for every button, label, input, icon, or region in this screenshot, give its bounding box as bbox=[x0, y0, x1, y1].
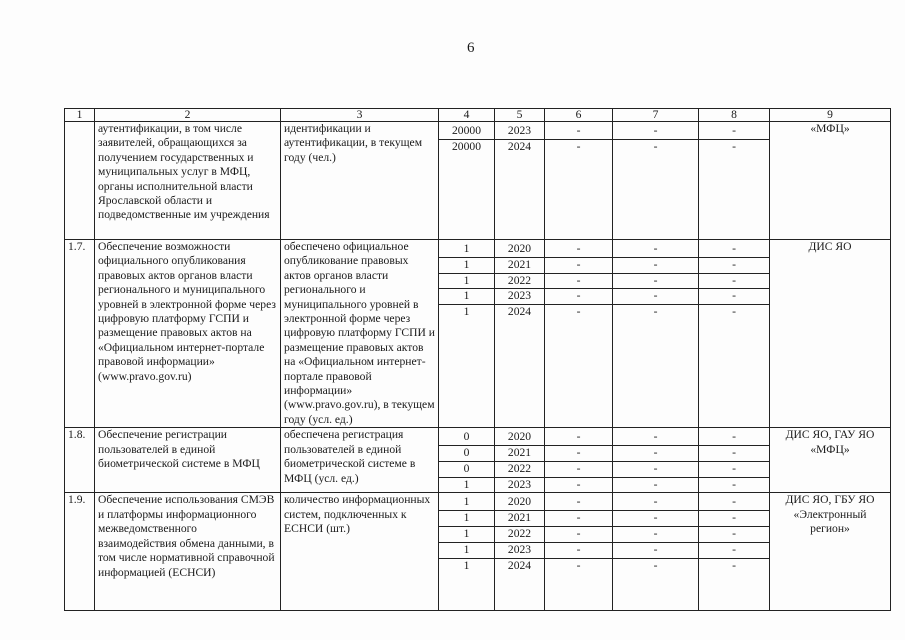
col8-cell bbox=[699, 493, 770, 611]
value-line bbox=[613, 124, 698, 140]
dash-mark: - bbox=[732, 273, 736, 287]
dash-mark: - bbox=[653, 511, 658, 525]
dash-mark: - bbox=[653, 305, 658, 319]
value-line bbox=[545, 305, 612, 320]
col6-cell bbox=[545, 122, 613, 240]
table-row bbox=[65, 122, 891, 240]
year-cell bbox=[495, 428, 545, 493]
value-cell bbox=[439, 428, 495, 493]
value-line bbox=[613, 495, 698, 511]
row-number: 1.9. bbox=[65, 493, 95, 611]
value-line bbox=[545, 274, 612, 290]
value-text: 2024 bbox=[507, 139, 532, 153]
value-line bbox=[699, 289, 769, 305]
value-text: 1 bbox=[463, 289, 470, 303]
dash-mark: - bbox=[576, 305, 581, 319]
table-row bbox=[65, 493, 891, 611]
value-text: 2020 bbox=[507, 495, 532, 509]
col8-cell bbox=[699, 428, 770, 493]
dash-mark: - bbox=[732, 511, 736, 525]
value-line bbox=[439, 543, 494, 559]
value-line bbox=[545, 124, 612, 140]
value-line bbox=[545, 446, 612, 462]
dash-mark: - bbox=[653, 477, 658, 491]
value-text: 2021 bbox=[507, 257, 532, 271]
dash-mark: - bbox=[653, 542, 658, 556]
value-line bbox=[545, 242, 612, 258]
dash-mark: - bbox=[653, 124, 658, 137]
value-text: 2020 bbox=[507, 430, 532, 444]
value-text: 1 bbox=[463, 527, 470, 541]
dash-mark: - bbox=[576, 273, 581, 287]
value-line bbox=[495, 478, 544, 493]
value-text: 1 bbox=[463, 242, 470, 255]
value-line bbox=[439, 446, 494, 462]
header-cell: 6 bbox=[545, 109, 613, 122]
dash-mark: - bbox=[653, 495, 658, 509]
value-text: 2023 bbox=[507, 477, 532, 491]
value-line bbox=[545, 495, 612, 511]
dash-mark: - bbox=[732, 527, 736, 541]
header-cell: 8 bbox=[699, 109, 770, 122]
value-line bbox=[613, 242, 698, 258]
value-line bbox=[613, 527, 698, 543]
value-text: 0 bbox=[463, 461, 470, 475]
dash-mark: - bbox=[732, 477, 736, 491]
executor-cell: ДИС ЯО bbox=[770, 240, 891, 428]
value-line bbox=[439, 511, 494, 527]
value-text: 1 bbox=[463, 495, 470, 509]
dash-mark: - bbox=[732, 305, 736, 319]
value-line bbox=[699, 511, 769, 527]
dash-mark: - bbox=[576, 527, 581, 541]
value-line bbox=[613, 305, 698, 320]
value-line bbox=[495, 289, 544, 305]
value-text: 1 bbox=[463, 477, 470, 491]
value-line bbox=[439, 478, 494, 493]
value-line bbox=[495, 124, 544, 140]
value-line bbox=[699, 305, 769, 320]
event-cell: Обеспечение возможности официального опубликования правовых актов органов власти регионального и муниципального уровней в электронной форме через цифровую платформу ГСПИ и размещение правовых актов на «Официальном интернет-портале правовой информации» (www.pravo.gov.ru) bbox=[95, 240, 281, 428]
value-line bbox=[613, 543, 698, 559]
value-line bbox=[495, 242, 544, 258]
value-line bbox=[439, 527, 494, 543]
value-line bbox=[439, 124, 494, 140]
value-text: 2022 bbox=[507, 461, 532, 475]
value-line bbox=[699, 446, 769, 462]
header-row bbox=[65, 109, 891, 122]
value-line bbox=[495, 495, 544, 511]
header-cell: 7 bbox=[613, 109, 699, 122]
dash-mark: - bbox=[732, 461, 736, 475]
dash-mark: - bbox=[732, 257, 736, 271]
year-cell bbox=[495, 493, 545, 611]
value-line bbox=[495, 140, 544, 155]
table-row bbox=[65, 428, 891, 493]
value-cell bbox=[439, 122, 495, 240]
dash-mark: - bbox=[653, 242, 658, 255]
value-text: 2022 bbox=[507, 527, 532, 541]
row-number bbox=[65, 122, 95, 240]
executor-cell: ДИС ЯО, ГБУ ЯО «Электронный регион» bbox=[770, 493, 891, 611]
page-number: 6 bbox=[467, 40, 475, 56]
dash-mark: - bbox=[732, 446, 736, 460]
value-line bbox=[495, 527, 544, 543]
value-line bbox=[545, 527, 612, 543]
col6-cell bbox=[545, 428, 613, 493]
dash-mark: - bbox=[653, 446, 658, 460]
value-line bbox=[613, 446, 698, 462]
value-text: 2023 bbox=[507, 542, 532, 556]
header-cell: 5 bbox=[495, 109, 545, 122]
value-line bbox=[495, 559, 544, 574]
header-cell: 2 bbox=[95, 109, 281, 122]
table-row bbox=[65, 240, 891, 428]
year-cell bbox=[495, 240, 545, 428]
dash-mark: - bbox=[576, 430, 581, 444]
dash-mark: - bbox=[576, 542, 581, 556]
value-line bbox=[699, 462, 769, 478]
value-text: 20000 bbox=[452, 139, 481, 153]
value-line bbox=[613, 430, 698, 446]
value-line bbox=[545, 511, 612, 527]
dash-mark: - bbox=[732, 430, 736, 444]
indicator-cell: количество информационных систем, подключенных к ЕСНСИ (шт.) bbox=[281, 493, 439, 611]
value-text: 1 bbox=[463, 305, 470, 319]
dash-mark: - bbox=[576, 495, 581, 509]
event-cell: Обеспечение регистрации пользователей в единой биометрической системе в МФЦ bbox=[95, 428, 281, 493]
dash-mark: - bbox=[732, 558, 736, 572]
value-line bbox=[545, 462, 612, 478]
value-line bbox=[699, 124, 769, 140]
indicator-cell: обеспечена регистрация пользователей в единой биометрической системе в МФЦ (усл. ед.) bbox=[281, 428, 439, 493]
value-text: 1 bbox=[463, 257, 470, 271]
value-text: 20000 bbox=[452, 124, 481, 137]
dash-mark: - bbox=[732, 139, 736, 153]
value-line bbox=[699, 478, 769, 493]
value-line bbox=[699, 527, 769, 543]
col7-cell bbox=[613, 122, 699, 240]
value-line bbox=[613, 258, 698, 274]
value-line bbox=[495, 543, 544, 559]
value-line bbox=[495, 446, 544, 462]
value-line bbox=[545, 140, 612, 155]
value-line bbox=[699, 495, 769, 511]
value-line bbox=[439, 462, 494, 478]
value-line bbox=[439, 258, 494, 274]
value-line bbox=[439, 430, 494, 446]
value-text: 0 bbox=[463, 430, 470, 444]
value-text: 2022 bbox=[507, 273, 532, 287]
dash-mark: - bbox=[576, 461, 581, 475]
dash-mark: - bbox=[653, 461, 658, 475]
header-cell: 4 bbox=[439, 109, 495, 122]
dash-mark: - bbox=[576, 558, 581, 572]
value-text: 2021 bbox=[507, 511, 532, 525]
value-text: 2021 bbox=[507, 446, 532, 460]
header-cell: 9 bbox=[770, 109, 891, 122]
value-text: 1 bbox=[463, 542, 470, 556]
value-line bbox=[495, 511, 544, 527]
dash-mark: - bbox=[732, 289, 736, 303]
value-line bbox=[613, 462, 698, 478]
value-line bbox=[495, 462, 544, 478]
value-cell bbox=[439, 493, 495, 611]
value-line bbox=[699, 559, 769, 574]
value-line bbox=[545, 430, 612, 446]
dash-mark: - bbox=[653, 430, 658, 444]
value-text: 2023 bbox=[507, 289, 532, 303]
value-text: 1 bbox=[463, 558, 470, 572]
event-cell: аутентификации, в том числе заявителей, обращающихся за получением государственных и муниципальных услуг в МФЦ, органы исполнительной власти Ярославской области и подведомственные им учреждения bbox=[95, 122, 281, 240]
value-line bbox=[613, 478, 698, 493]
value-line bbox=[495, 274, 544, 290]
value-line bbox=[613, 289, 698, 305]
value-line bbox=[545, 258, 612, 274]
value-line bbox=[495, 305, 544, 320]
value-line bbox=[699, 140, 769, 155]
value-line bbox=[495, 258, 544, 274]
value-line bbox=[699, 543, 769, 559]
dash-mark: - bbox=[732, 542, 736, 556]
dash-mark: - bbox=[732, 124, 736, 137]
value-text: 1 bbox=[463, 511, 470, 525]
value-line bbox=[439, 495, 494, 511]
dash-mark: - bbox=[653, 273, 658, 287]
dash-mark: - bbox=[576, 242, 581, 255]
dash-mark: - bbox=[653, 527, 658, 541]
value-text: 1 bbox=[463, 273, 470, 287]
dash-mark: - bbox=[576, 477, 581, 491]
dash-mark: - bbox=[653, 139, 658, 153]
col6-cell bbox=[545, 240, 613, 428]
header-cell: 1 bbox=[65, 109, 95, 122]
dash-mark: - bbox=[576, 511, 581, 525]
value-line bbox=[613, 511, 698, 527]
value-line bbox=[545, 478, 612, 493]
col8-cell bbox=[699, 240, 770, 428]
year-cell bbox=[495, 122, 545, 240]
dash-mark: - bbox=[653, 289, 658, 303]
value-line bbox=[545, 543, 612, 559]
dash-mark: - bbox=[576, 139, 581, 153]
value-line bbox=[439, 242, 494, 258]
dash-mark: - bbox=[576, 124, 581, 137]
value-line bbox=[613, 140, 698, 155]
indicator-cell: обеспечено официальное опубликование правовых актов органов власти регионального и муниципального уровней в электронной форме через цифровую платформу ГСПИ и размещение правовых актов на «Официальном интернет-портале правовой информации» (www.pravo.gov.ru), в текущем году (усл. ед.) bbox=[281, 240, 439, 428]
value-text: 2024 bbox=[507, 558, 532, 572]
dash-mark: - bbox=[732, 242, 736, 255]
value-text: 2024 bbox=[507, 305, 532, 319]
value-line bbox=[439, 559, 494, 574]
executor-cell: ДИС ЯО, ГАУ ЯО «МФЦ» bbox=[770, 428, 891, 493]
value-text: 0 bbox=[463, 446, 470, 460]
value-text: 2020 bbox=[507, 242, 532, 255]
dash-mark: - bbox=[653, 558, 658, 572]
value-line bbox=[699, 258, 769, 274]
col7-cell bbox=[613, 240, 699, 428]
value-cell bbox=[439, 240, 495, 428]
value-line bbox=[699, 274, 769, 290]
value-line bbox=[439, 140, 494, 155]
header-cell: 3 bbox=[281, 109, 439, 122]
col7-cell bbox=[613, 428, 699, 493]
value-line bbox=[545, 559, 612, 574]
value-text: 2023 bbox=[507, 124, 532, 137]
dash-mark: - bbox=[732, 495, 736, 509]
value-line bbox=[699, 242, 769, 258]
dash-mark: - bbox=[576, 289, 581, 303]
executor-cell: «МФЦ» bbox=[770, 122, 891, 240]
row-number: 1.7. bbox=[65, 240, 95, 428]
value-line bbox=[439, 289, 494, 305]
program-table bbox=[64, 108, 891, 611]
value-line bbox=[699, 430, 769, 446]
value-line bbox=[439, 305, 494, 320]
row-number: 1.8. bbox=[65, 428, 95, 493]
dash-mark: - bbox=[576, 446, 581, 460]
value-line bbox=[613, 559, 698, 574]
col7-cell bbox=[613, 493, 699, 611]
col8-cell bbox=[699, 122, 770, 240]
value-line bbox=[495, 430, 544, 446]
dash-mark: - bbox=[653, 257, 658, 271]
event-cell: Обеспечение использования СМЭВ и платформы информационного межведомственного взаимодействия обмена данными, в том числе нормативной справочной информацией (ЕСНСИ) bbox=[95, 493, 281, 611]
dash-mark: - bbox=[576, 257, 581, 271]
indicator-cell: идентификации и аутентификации, в текущем году (чел.) bbox=[281, 122, 439, 240]
value-line bbox=[439, 274, 494, 290]
value-line bbox=[545, 289, 612, 305]
col6-cell bbox=[545, 493, 613, 611]
value-line bbox=[613, 274, 698, 290]
